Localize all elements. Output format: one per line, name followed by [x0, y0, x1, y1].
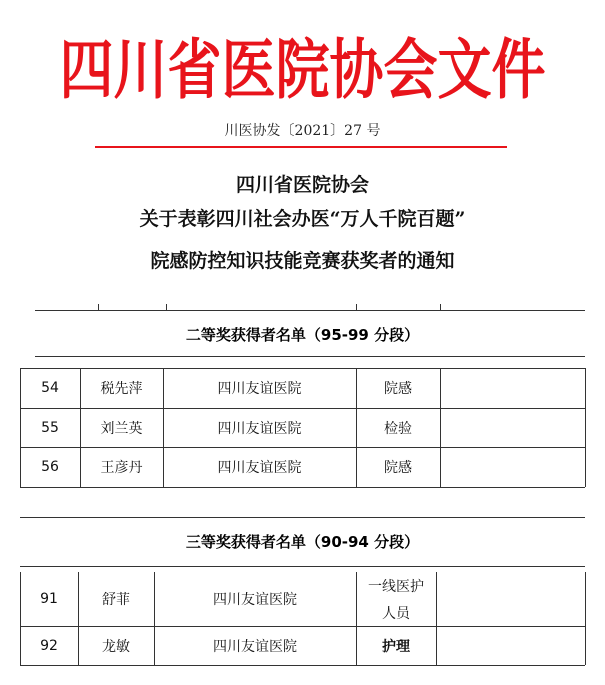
department: 护理 [382, 638, 410, 655]
row-number: 91 [40, 591, 58, 607]
headline-notice: 院感防控知识技能竞赛获奖者的通知 [150, 250, 455, 272]
winner-name: 刘兰英 [100, 420, 143, 437]
document-org-title: 四川省医院协会文件 [59, 32, 546, 108]
row-number: 54 [41, 380, 59, 396]
table-border [440, 368, 441, 487]
table-border [166, 304, 167, 310]
winner-name: 舒菲 [102, 592, 130, 608]
table-border [356, 304, 357, 310]
hospital-name: 四川友谊医院 [217, 381, 302, 397]
row-number: 92 [40, 637, 58, 654]
hospital-name: 四川友谊医院 [213, 638, 297, 655]
department-line-2: 人员 [382, 605, 410, 622]
document-number: 川医协发〔2021〕27 号 [224, 123, 381, 139]
winner-name: 王彦丹 [100, 460, 143, 476]
winner-name: 龙敏 [102, 638, 130, 655]
table-border [98, 304, 99, 310]
row-number: 55 [41, 419, 59, 436]
hospital-name: 四川友谊医院 [213, 592, 297, 608]
second-prize-title: 二等奖获得者名单（95-99 分段） [185, 326, 420, 344]
department: 院感 [384, 381, 412, 397]
winner-name: 税先萍 [100, 381, 143, 397]
hospital-name: 四川友谊医院 [217, 420, 302, 437]
table-border [35, 356, 585, 357]
third-prize-title: 三等奖获得者名单（90-94 分段） [185, 533, 420, 551]
headline-subject: 关于表彰四川社会办医“万人千院百题” [139, 208, 466, 230]
red-divider [95, 146, 507, 148]
table-border [440, 304, 441, 310]
table-border [20, 566, 585, 567]
row-number: 56 [41, 459, 59, 475]
department: 院感 [384, 460, 412, 476]
table-border [585, 368, 586, 487]
hospital-name: 四川友谊医院 [217, 460, 302, 476]
headline-org: 四川省医院协会 [235, 174, 369, 196]
department-line-1: 一线医护 [368, 578, 424, 595]
department: 检验 [384, 420, 412, 437]
table-border [35, 310, 585, 311]
table-border [20, 487, 585, 488]
table-border [585, 572, 586, 665]
table-border [20, 517, 585, 518]
table-border [20, 665, 585, 666]
table-border [436, 572, 437, 665]
